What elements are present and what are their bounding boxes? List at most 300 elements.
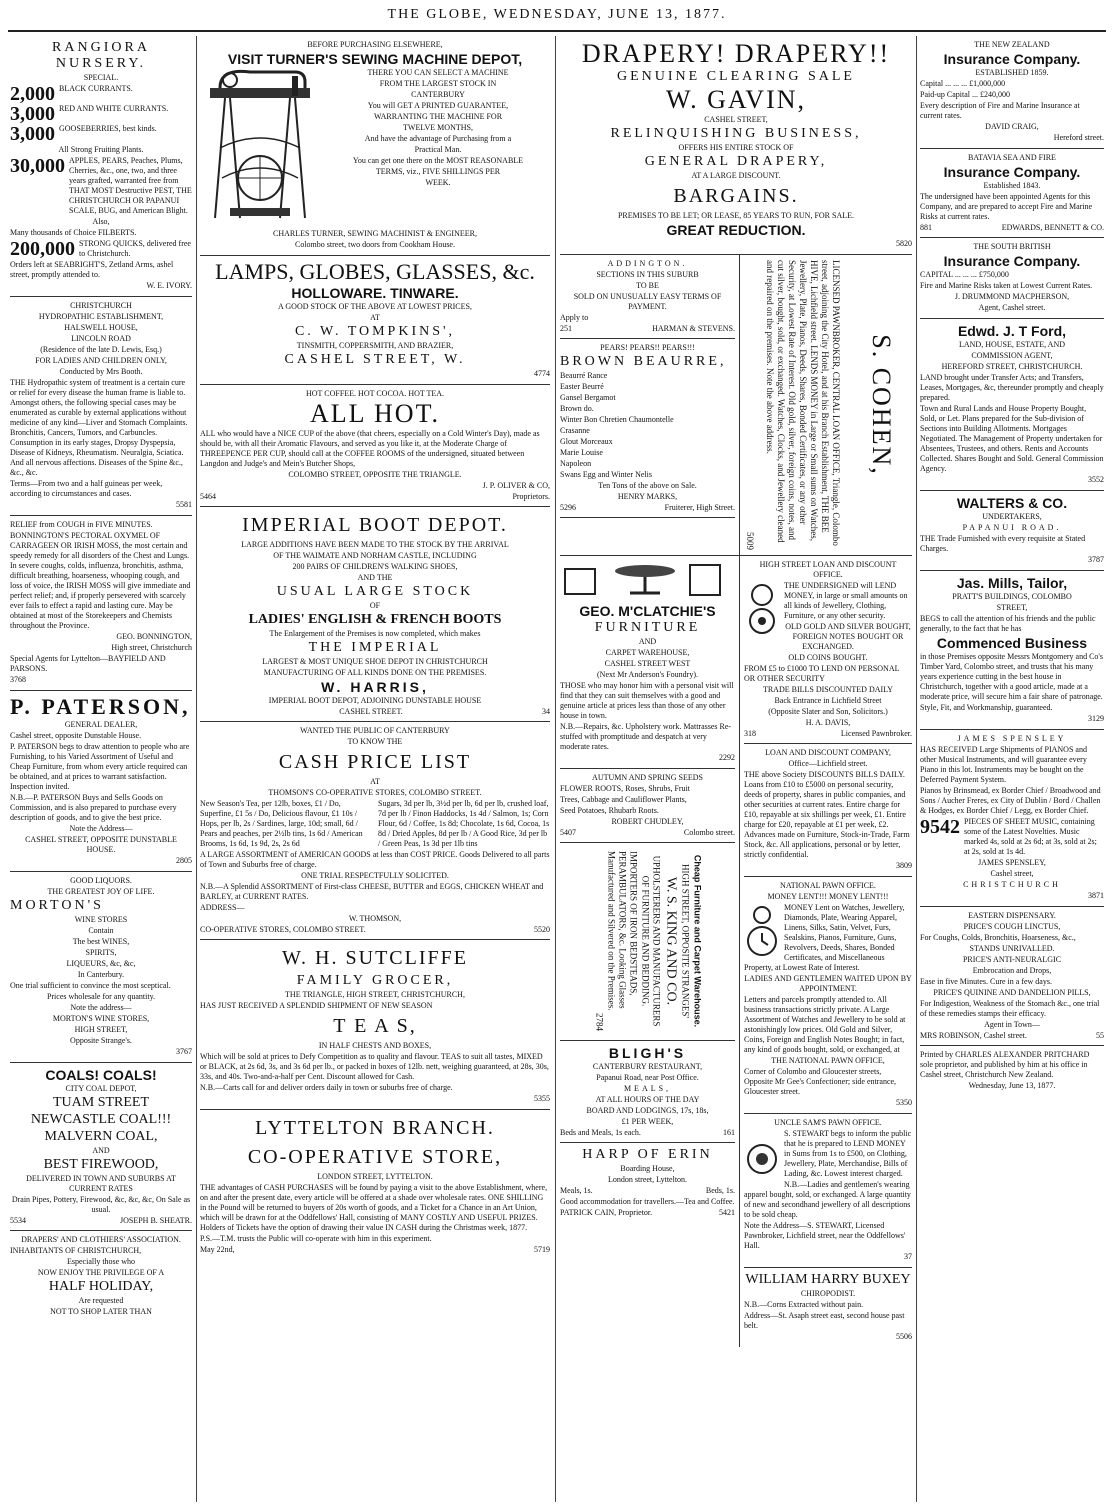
ad-subtitle: FURNITURE [594, 620, 701, 635]
ad-footer [560, 1128, 735, 1138]
column-divider [555, 36, 556, 1502]
ad-text: AND THE [357, 573, 393, 582]
column-1 [10, 36, 192, 1502]
ad-title: GENERAL DRAPERY, [644, 154, 828, 169]
ad-code: 5581 [176, 500, 192, 509]
rotated-text [744, 260, 912, 550]
list-item [920, 817, 1104, 857]
ad-signature: MRS ROBINSON, Cashel street. [920, 1031, 1027, 1040]
ad-text: Many thousands of Choice FILBERTS. [10, 228, 137, 237]
ad-code: 4774 [534, 369, 550, 378]
ad-subtitle: CITY COAL DEPOT, [65, 1084, 137, 1093]
ad-code: 161 [723, 1128, 735, 1137]
ad-title: W. GAVIN, [665, 85, 807, 114]
ad-code: 5820 [896, 239, 912, 248]
ad-lyttelton [200, 1110, 550, 1259]
ad-text: Established 1843. [983, 181, 1041, 190]
ad-code: 5296 [560, 503, 576, 512]
ad-text: Style, Fit, and Workmanship, guaranteed. [920, 703, 1053, 712]
ad-footer [560, 828, 735, 838]
ad-text: FROM £5 to £1000 TO LEND ON PERSONAL OR OTHER SECURITY [744, 664, 900, 683]
ad-text: N.B.—Carts call for and deliver orders daily in town or suburbs free of charge. [200, 1083, 453, 1092]
ad-text: WARRANTING THE MACHINE FOR [373, 112, 503, 121]
ad-body: LAND brought under Transfer Acts; and Transfers, Leases, Mortgages, &c, thereunder promptly and cheaply prepared. [920, 373, 1104, 402]
quantity: 3,000 [10, 103, 55, 125]
ad-title: VISIT TURNER'S SEWING MACHINE DEPOT, [227, 51, 523, 67]
ad-coals [10, 1063, 192, 1231]
ad-body: LICENSED PAWNBROKER, CENTRAL LOAN OFFICE, Triangle, Colombo street, adjoining the City Hotel, and at his Branch Establishment, THE BEE HIVE, Lichfield street. LENDS MONEY in Large or Small sums on Watches, Jewellery, Plate, Pianos, Deeds, Shares, Bonded Certificates, or any other Security, at Lowest Rate of Interest. Old gold, silver, foreign coins, notes, and cut silver, bought, sold, or exchanged. Watches, Clocks, and Jewellery cleaned and repaired on the premises. Note the above address. [765, 260, 841, 546]
ad-harp-of-erin [560, 1143, 735, 1222]
ad-text: IMPORTERS OF IRON BEDSTEADS, PERAMBULATORS, &c. Looking Glasses Manufactured and Silvered on the Premises. [606, 851, 638, 1011]
ad-title: LINCOLN ROAD [71, 334, 131, 343]
ad-code: 5534 [10, 1216, 26, 1225]
ad-text: Note the Address— [69, 824, 133, 833]
ad-text: CARPET WAREHOUSE, [605, 648, 690, 657]
ad-text: Agent, Cashel street. [978, 303, 1046, 312]
ad-text: CHRISTCHURCH [963, 880, 1061, 889]
ad-text: HEREFORD STREET, CHRISTCHURCH. [941, 362, 1083, 371]
ad-code: 3871 [1088, 891, 1104, 900]
ad-text: Fruiterer, High Street. [664, 503, 735, 512]
ad-signature: HENRY MARKS, [617, 492, 678, 501]
ad-text: Paid-up Capital ... £240,000 [920, 90, 1010, 99]
item-text: STRONG QUICKS, delivered free to Christchurch. [79, 239, 191, 258]
masthead-rule [8, 30, 1106, 32]
ad-text: BOARD AND LODGINGS, 17s, 18s, [586, 1106, 709, 1115]
ad-signature: PATRICK CAIN, Proprietor. [560, 1208, 653, 1217]
ad-code: 5421 [719, 1208, 735, 1217]
ad-title: AUTUMN AND SPRING SEEDS [592, 773, 703, 782]
ad-text: N.B.—Repairs, &c. Upholstery work. Mattrasses Re-stuffed with promptitude and despatch at very moderate rates. [560, 722, 732, 751]
list-item: Glout Morceaux [560, 437, 613, 446]
ad-text: NEWCASTLE COAL!!! [30, 1112, 172, 1127]
ad-text: Back Entrance in Lichfield Street [774, 696, 882, 705]
ad-text: NOW ENJOY THE PRIVILEGE OF A [37, 1268, 165, 1277]
quantity: 9542 [920, 816, 960, 838]
ad-sutcliffe [200, 940, 550, 1110]
ad-text: HAS JUST RECEIVED A SPLENDID SHIPMENT OF NEW SEASON [200, 1001, 433, 1010]
price-list [200, 799, 550, 849]
ad-text: HALF HOLIDAY, [48, 1279, 154, 1294]
ad-text: The Enlargement of the Premises is now completed, which makes [269, 629, 481, 638]
ad-subtitle: GENUINE CLEARING SALE [617, 69, 855, 84]
ad-code: 2805 [176, 856, 192, 865]
ad-code: 881 [920, 223, 932, 232]
ad-text: Hereford street. [1053, 133, 1104, 142]
ad-body: THE UNDERSIGNED will LEND MONEY, in large or small amounts on all kinds of Jewellery, Clothing, Furniture, or any other security. [784, 581, 908, 620]
list-item: Napoleon [560, 459, 592, 468]
ad-footer [10, 1216, 192, 1226]
ad-chudley [560, 769, 735, 843]
ad-text: (Opposite Slater and Son, Solicitors.) [768, 707, 888, 716]
ad-row [560, 255, 912, 555]
ad-text: THERE YOU CAN SELECT A MACHINE [367, 68, 509, 77]
ad-text: Papanui Road, near Post Office. [596, 1073, 699, 1082]
sewing-machine-illustration [200, 68, 320, 228]
ad-text: Prices wholesale for any quantity. [46, 992, 156, 1001]
ad-text: TO KNOW THE [347, 737, 403, 746]
ad-body: HAS RECEIVED Large Shipments of PIANOS and other Musical Instruments, and will guarantee every Piano in this lot. Instruments may be bought on the Deferred Payment System. [920, 745, 1087, 784]
ad-subtitle: THOMSON'S CO-OPERATIVE STORES, COLOMBO STREET. [268, 788, 482, 797]
ad-text: Seed Potatoes, Rhubarb Roots. [560, 806, 659, 815]
rotated-ad [560, 846, 735, 1036]
ad-turner [200, 36, 550, 256]
ad-tompkins [200, 256, 550, 385]
ad-text: Colombo street. [683, 828, 735, 837]
ad-text: Special Agents for Lyttelton—BAYFIELD AND PARSONS. [10, 654, 166, 673]
ad-addington [560, 255, 735, 339]
ad-text: Corner of Colombo and Gloucester streets, Opposite Mr Gee's Confectioner; side entrance, Gloucester street. [744, 1067, 897, 1096]
ad-text: TERMS, viz., FIVE SHILLINGS PER [375, 167, 501, 176]
ad-text: 200 PAIRS OF CHILDREN'S WALKING SHOES, [292, 562, 458, 571]
list-item: Crasanne [560, 426, 590, 435]
ad-text: LIQUEURS, &c, &c, [66, 959, 136, 968]
ad-text: DELIVERED IN TOWN AND SUBURBS AT CURRENT RATES [26, 1174, 176, 1193]
ad-signature: GEO. BONNINGTON, [116, 632, 192, 641]
ad-cohen [740, 255, 912, 555]
ad-text: The best WINES, [72, 937, 130, 946]
ad-signature: J. DRUMMOND MACPHERSON, [954, 292, 1070, 301]
ad-text: BEST FIREWOOD, [43, 1157, 159, 1172]
ad-eastern-dispensary [920, 907, 1104, 1046]
ad-title: C. W. TOMPKINS', [294, 324, 456, 339]
ad-code: 34 [542, 707, 550, 716]
ad-body: THE Hydropathic system of treatment is a certain cure or relief for every disease the human frame is liable to. Amongst others, the following special cases may be enumerated as curable by external applications without medicine of any kind—Liver and Stomach Complaints. Bronchitis, Cancers, Tumors, and Carbuncles. Consumption in its early stages, Dropsy Dyspepsia, Disease of Kidneys, Rheumatism. Neuralgia, Sciatica. And all nervous affections. Diseases of the Spine &c., &c., &c. [10, 378, 188, 477]
ad-code: 5009 [745, 532, 755, 550]
ad-text: London street, Lyttelton. [607, 1175, 688, 1184]
ad-text: N.B.—Corns Extracted without pain. [744, 1300, 864, 1309]
ad-subtitle: PRICE'S COUGH LINCTUS, [963, 922, 1061, 931]
ad-gavin [560, 36, 912, 255]
ad-footer [200, 925, 550, 935]
ad-subtitle: MONEY LENT!!! MONEY LENT!!! [767, 892, 889, 901]
ad-text: Meals, 1s. [560, 1186, 593, 1195]
pawn-illustration [744, 1129, 780, 1189]
quantity: 3,000 [10, 123, 55, 145]
ad-text: PRATT'S BUILDINGS, COLOMBO [952, 592, 1072, 601]
ad-king [560, 843, 735, 1041]
ad-text: OFFERS HIS ENTIRE STOCK OF [678, 143, 794, 152]
list-item [10, 239, 192, 259]
ad-text: TRADE BILLS DISCOUNTED DAILY [762, 685, 894, 694]
ad-body: BONNINGTON'S PECTORAL OXYMEL OF CARRAGEEN OR IRISH MOSS, the most certain and speedy remedy for all disorders of the Chest and Lungs. In severe coughs, colds, influenza, bronchitis, asthma, difficult breathing, hoarseness, whooping cough, and loss of voice, the IRISH MOSS will give immediate and perfect relief; and, if properly persevered with scarcely ever fails to effect a rapid and lasting cure. May be obtained at most of the Storekeepers and Chemists throughout the Province. [10, 531, 191, 630]
ad-text: SOLD ON UNUSUALLY EASY TERMS OF PAYMENT. [573, 292, 722, 311]
ad-text: In Canterbury. [77, 970, 125, 979]
ad-column [560, 556, 740, 1347]
ad-text: OLD COINS BOUGHT. [788, 653, 868, 662]
ad-title: GOOD LIQUORS. [70, 876, 132, 885]
imprint [920, 1046, 1104, 1096]
rotated-text [592, 851, 703, 1031]
ad-buxey [744, 1268, 912, 1347]
ad-text: AT ALL HOURS OF THE DAY [595, 1095, 700, 1104]
ad-text: Proprietors. [512, 492, 550, 501]
ad-text: INHABITANTS OF CHRISTCHURCH, [10, 1246, 142, 1255]
ad-title: DRAPERS' AND CLOTHIERS' ASSOCIATION. [21, 1235, 181, 1244]
quantity: 2,000 [10, 83, 55, 105]
ad-text: AT [370, 313, 380, 322]
ad-text: MANUFACTURING OF ALL KINDS DONE ON THE PREMISES. [263, 668, 487, 677]
ad-body: Town and Rural Lands and House Property Bought, Sold, or Let. Plans prepared for the Sub-division of Sections into Building Allotments. Mortgages Negotiated. The Management of Property undertaken for Absentees, Trustees, and others. Rents and Accounts Collected. Shares Bought and Sold. General Commission Agency. [920, 404, 1104, 473]
ad-title: WILLIAM HARRY BUXEY [745, 1272, 911, 1287]
list-item [10, 124, 192, 144]
ad-text: FLOWER ROOTS, Roses, Shrubs, Fruit [560, 784, 691, 793]
ad-body: in those Premises opposite Messrs Montgomery and Co's Timber Yard, Colombo street, and trusts that his many years experience cutting in the best house in Christchurch, together with a good article, made at a moderate price, will secure him a fair share of patronage. [920, 652, 1103, 701]
ad-text: You will GET A PRINTED GUARANTEE, [367, 101, 509, 110]
ad-signature: DAVID CRAIG, [985, 122, 1039, 131]
ad-text: WANTED THE PUBLIC OF CANTERBURY [300, 726, 450, 735]
ad-code: 5520 [534, 925, 550, 934]
ad-title: W. S. KING AND CO. [663, 876, 678, 1006]
ad-text: TO BE [636, 281, 659, 290]
furniture-illustration [560, 559, 730, 599]
ad-subtitle: CANTERBURY RESTAURANT, [592, 1062, 703, 1071]
ad-code: 5350 [896, 1098, 912, 1107]
ad-title: Jas. Mills, Tailor, [956, 575, 1068, 591]
ad-body: Which will be sold at prices to Defy Competition as to quality and flavour. TEAS to suit all tastes, MIXED or BLACK, at 2s 6d, 3s, and 3s 6d per lb., or packed in boxes of 12lb. nett, weighing guaranteed, at 28s, 30s, 33s, and 40s. Two-and-a-half per Cent. Discount allowed for Cash. [200, 1052, 549, 1081]
ad-text: Conducted by Mrs Booth. [59, 367, 143, 376]
ad-text: Address—St. Asaph street east, second house past belt. [744, 1311, 905, 1330]
ad-footer [560, 1208, 735, 1218]
ad-text: AND [638, 637, 657, 646]
ad-title: LAMPS, GLOBES, GLASSES, &c. [215, 259, 535, 284]
ad-text: CASHEL STREET, [704, 115, 768, 124]
ad-title: ADDINGTON. [607, 259, 688, 268]
ad-body: THOSE who may honor him with a personal visit will find that they can suit themselves with a good and genuine article at prices less than those of any other house in town. [560, 681, 734, 720]
ad-text: Are requested [78, 1296, 124, 1305]
ad-text: BEFORE PURCHASING ELSEWHERE, [307, 40, 443, 49]
ad-text: Drain Pipes, Pottery, Firewood, &c, &c, &c, On Sale as usual. [11, 1195, 191, 1214]
ad-text: CANTERBURY [411, 90, 465, 99]
ad-mclatchie [560, 556, 735, 769]
ad-national-pawn [744, 877, 912, 1114]
ad-walters [920, 491, 1104, 571]
column-3 [560, 36, 912, 1502]
ad-text: PREMISES TO BE LET; OR LEASE, 85 YEARS TO RUN, FOR SALE. [617, 211, 855, 220]
ad-title: TUAM STREET [52, 1095, 150, 1110]
ad-text: N.B.—A Splendid ASSORTMENT of First-class CHEESE, BUTTER and EGGS, CHICKEN WHEAT and BARLEY, at CURRENT RATES. [200, 882, 544, 901]
ad-title: JAMES SPENSLEY [957, 734, 1067, 743]
ad-text: Pianos by Brinsmead, ex Border Chief / Broadwood and Sons / Aucher Freres, ex City of Dublin / Bord / Challen & Hodges, ex Border Chief / Legg, ex Border Chief. [920, 786, 1101, 815]
ad-text: LADIES AND GENTLEMEN WAITED UPON BY APPOINTMENT. [744, 974, 912, 993]
ad-all-hot [200, 385, 550, 507]
list-item: Gansel Bergamot [560, 393, 616, 402]
ad-text: LARGEST & MOST UNIQUE SHOE DEPOT IN CHRISTCHURCH [262, 657, 488, 666]
ad-subtitle: THE SOUTH BRITISH [973, 242, 1051, 251]
ad-signature: CHARLES TURNER, SEWING MACHINIST & ENGINEER, [273, 229, 477, 238]
ad-spensley [920, 730, 1104, 907]
ad-body: P. PATERSON begs to draw attention to people who are Furnishing, to his Varied Assortment of Useful and Cheap Furniture, from whom every article required can be obtained, and at prices to warrant satisfaction. Inspection invited. [10, 742, 190, 791]
ad-title: WALTERS & CO. [956, 495, 1068, 511]
list-item [10, 156, 192, 216]
ad-title: HYDROPATHIC ESTABLISHMENT, [38, 312, 164, 321]
ad-code: 55 [1096, 1031, 1104, 1040]
list-item: Marie Louise [560, 448, 603, 457]
item-text: GOOSEBERRIES, best kinds. [59, 124, 157, 133]
ad-text: P.S.—T.M. trusts the Public will co-operate with him in this experiment. [200, 1234, 432, 1243]
ad-text: CO-OPERATIVE STORES, COLOMBO STREET. [200, 925, 366, 934]
ad-code: 3767 [176, 1047, 192, 1056]
ad-text: Agent in Town— [984, 1020, 1040, 1029]
ad-high-street-loan [744, 556, 912, 744]
ad-text: High street, Christchurch [111, 643, 192, 652]
ad-text: One trial sufficient to convince the most sceptical. [10, 981, 171, 990]
ad-title: T E A S, [333, 1015, 417, 1037]
ad-title: W. H. SUTCLIFFE [282, 947, 468, 969]
ad-body: MONEY Lent on Watches, Jewellery, Diamonds, Plate, Wearing Apparel, Linens, Silks, Satin, Velvet, Furs, Sealskins, Pianos, Furniture, Guns, Revolvers, Deeds, Shares, Bonded Certificates, and Miscellaneous Property, at Lowest Rate of Interest. [744, 903, 905, 972]
ad-text: MORTON'S WINE STORES, [52, 1014, 150, 1023]
ad-text: TINSMITH, COPPERSMITH, AND BRAZIER, [296, 341, 454, 350]
ad-signature: W. E. IVORY. [146, 281, 192, 290]
ad-text: ONE TRIAL RESPECTFULLY SOLICITED. [301, 871, 449, 880]
column-divider [916, 36, 917, 1502]
ad-body: Fire and Marine Risks taken at Lowest Current Rates. [920, 281, 1093, 290]
ad-code: 2292 [719, 753, 735, 762]
ad-code: 37 [904, 1252, 912, 1261]
ad-subtitle: BATAVIA SEA AND FIRE [968, 153, 1056, 162]
ad-loan-company [744, 744, 912, 877]
column-2 [200, 36, 550, 1502]
ad-code: 5407 [560, 828, 576, 837]
ad-signature: ROBERT CHUDLEY, [611, 817, 684, 826]
ad-subtitle: Commenced Business [936, 635, 1088, 651]
ad-text: Also, [92, 217, 110, 226]
ad-text: AT [370, 777, 380, 786]
ad-title: Insurance Company. [943, 253, 1081, 269]
item-text: PIECES OF SHEET MUSIC, containing some of the Latest Novelties. Music marked 4s, sold at 2s 6d; at 3s, sold at 2s; at 2s, sold at 1s 4d. [964, 817, 1097, 856]
ad-title: BROWN BEAURRE, [560, 354, 727, 369]
ad-text: AND [92, 1146, 110, 1155]
ad-subtitle: CHIROPODIST. [800, 1289, 856, 1298]
ad-thomson [200, 722, 550, 940]
ad-text: Beds and Meals, 1s each. [560, 1128, 641, 1137]
ad-text: For Coughs, Colds, Bronchitis, Hoarseness, &c., [920, 933, 1076, 942]
ad-code: 3809 [896, 861, 912, 870]
list-item [10, 84, 192, 104]
item-text: APPLES, PEARS, Peaches, Plums, Cherries, &c., one, two, and three years grafted, warranted free from THAT MOST Destructive PEST, THE CHRISTCHURCH OR PAPANUI SCALE, BUG, and American Blight. [69, 156, 192, 215]
list-item: Swans Egg and Winter Nelis [560, 470, 652, 479]
ad-subtitle: Boarding House, [620, 1164, 675, 1173]
ad-text: OF [369, 601, 381, 610]
ad-text: STREET, [996, 603, 1028, 612]
ad-footer [744, 729, 912, 739]
ad-footer [560, 324, 735, 334]
ad-text: Apply to [560, 313, 589, 322]
ad-text: ADDRESS— [200, 903, 245, 912]
ad-text: AT A LARGE DISCOUNT. [691, 171, 781, 180]
ad-rangiora-nursery [10, 36, 192, 297]
ad-code: 318 [744, 729, 756, 738]
ad-text: For Indigestion, Weakness of the Stomach &c., one trial of these remedies stamps their efficacy. [920, 999, 1100, 1018]
ad-text: Ease in five Minutes. Cure in a few days. [920, 977, 1052, 986]
ad-title: HIGH STREET LOAN AND DISCOUNT OFFICE. [759, 560, 897, 579]
ad-body: Letters and parcels promptly attended to. All business transactions strictly private. A Large Assortment of Watches and Jewellery to be sold at astonishingly low prices. Old Gold and Silver, Coins, Foreign and English Notes Bought; in fact, any kind of goods bought, sold, or exchanged, at [744, 995, 906, 1054]
ad-footer [920, 223, 1104, 233]
ad-title: EASTERN DISPENSARY. [968, 911, 1056, 920]
ad-title: CASH PRICE LIST [278, 751, 472, 773]
column-divider [196, 36, 197, 1502]
ad-title: LADIES' ENGLISH & FRENCH BOOTS [248, 612, 502, 627]
ad-subtitle: GENERAL DEALER, [64, 720, 138, 729]
ad-text: Cashel street, [990, 869, 1034, 878]
ad-subtitle: SPECIAL. [83, 73, 119, 82]
ad-text: HIGH STREET, OPPOSITE STRANGES' [680, 864, 690, 1018]
ad-body: The undersigned have been appointed Agents for this Company, and are prepared to accept Fire and Marine Risks at current rates. [920, 192, 1093, 221]
ad-text: (Residence of the late D. Lewis, Esq.) [40, 345, 162, 354]
ad-title: CHRISTCHURCH [70, 301, 132, 310]
ad-code: 3787 [1088, 555, 1104, 564]
ad-title: LYTTELTON BRANCH. [255, 1117, 495, 1139]
ad-code: 251 [560, 324, 572, 333]
ad-bligh [560, 1041, 735, 1143]
ad-text: ESTABLISHED 1859. [975, 68, 1049, 77]
ad-text: Practical Man. [414, 145, 462, 154]
ad-text: PRICE'S QUININE AND DANDELION PILLS, [933, 988, 1091, 997]
ad-subtitle: THE NEW ZEALAND [974, 40, 1050, 49]
ad-code: 5506 [896, 1332, 912, 1341]
ad-text: TWELVE MONTHS, [403, 123, 473, 132]
ad-imperial-boot [200, 507, 550, 722]
ad-south-british-insurance [920, 238, 1104, 319]
column-4 [920, 36, 1104, 1502]
ad-text: OF THE WAIMATE AND NORHAM CASTLE, INCLUDING [273, 551, 477, 560]
ad-text: IMPERIAL BOOT DEPOT, ADJOINING DUNSTABLE HOUSE [268, 696, 482, 705]
ad-text: Capital ... ... ... £1,000,000 [920, 79, 1006, 88]
ad-title: NATIONAL PAWN OFFICE. [780, 881, 876, 890]
pawn-illustration [744, 903, 780, 963]
ad-title: HALSWELL HOUSE, [64, 323, 138, 332]
ad-text: And have the advantage of Purchasing from a [364, 134, 512, 143]
ad-title: UNCLE SAM'S PAWN OFFICE. [774, 1118, 882, 1127]
ad-text: (Next Mr Anderson's Foundry). [597, 670, 698, 679]
ad-text: Note the address— [70, 1003, 132, 1012]
list-item: Beaurré Rance [560, 371, 608, 380]
ad-text: A LARGE ASSORTMENT of AMERICAN GOODS at less than COST PRICE. Goods Delivered to all parts of Town and Suburbs free of charge. [200, 850, 550, 869]
ad-footer [200, 492, 550, 502]
ad-text: FOR LADIES AND CHILDREN ONLY, [35, 356, 167, 365]
ad-title: P. PATERSON, [10, 694, 191, 719]
ad-uncle-sams [744, 1114, 912, 1268]
ad-code: 3552 [1088, 475, 1104, 484]
ad-text: Beds, 1s. [705, 1186, 735, 1195]
ad-body: ALL who would have a NICE CUP of the above (that cheers, especially on a Cold Winter's Day), made as should be, with all their Aromatic Flavours, and served as you like it, at the Moderate Charge of THREEPENCE PER CUP, should call at the COFFEE ROOMS of the undersigned, situated between Langdon and Judge's and Mein's Butcher Shops, [200, 429, 540, 468]
ad-text: Cashel street, opposite Dunstable House. [10, 731, 142, 740]
ad-subtitle: HOT COFFEE. HOT COCOA. HOT TEA. [305, 389, 445, 398]
item-text: RED AND WHITE CURRANTS. [59, 104, 169, 113]
ad-code: 3768 [10, 675, 26, 684]
ad-signature: HARMAN & STEVENS. [652, 324, 735, 333]
ad-text: MEALS, [623, 1084, 672, 1093]
ad-body: THE advantages of CASH PURCHASES will be found by paying a visit to the above Establishment, where, on and after the present date, every article will be offered at a shade over wholesale rates. ONE SHILLING in the Pound will be returned to buyers of 20s worth of goods, and a Ticket for a Chance in an Art Union, which will be drawn for at the Oddfellows' Hall, consisting of MANY COSTLY AND USEFUL PRIZES. Holders of Tickets have the option of drawing their value IN CASH during the Christmas week, 1877. [200, 1183, 548, 1232]
ad-text: Especially those who [67, 1257, 135, 1266]
jewellery-illustration [744, 581, 780, 641]
ad-title: GREAT REDUCTION. [666, 222, 806, 238]
ad-text: CASHEL STREET, W. [284, 352, 466, 367]
ad-body: THE Trade Furnished with every requisite at Stated Charges. [920, 534, 1086, 553]
ad-text: Terms—From two and a half guineas per week, according to circumstances and cases. [10, 479, 163, 498]
ad-text: Ten Tons of the above on Sale. [598, 481, 697, 490]
ad-text: WEEK. [425, 178, 451, 187]
ad-footer [200, 1245, 550, 1255]
ad-text: SPIRITS, [85, 948, 117, 957]
ad-signature: W. THOMSON, [348, 914, 402, 923]
ad-title: COALS! COALS! [45, 1067, 157, 1083]
list-item: Easter Beurré [560, 382, 604, 391]
ad-text: THE NATIONAL PAWN OFFICE, [771, 1056, 885, 1065]
ad-signature: EDWARDS, BENNETT & CO. [1001, 223, 1104, 232]
ad-title: IMPERIAL BOOT DEPOT. [242, 514, 508, 536]
ad-signature: H. A. DAVIS, [805, 718, 851, 727]
